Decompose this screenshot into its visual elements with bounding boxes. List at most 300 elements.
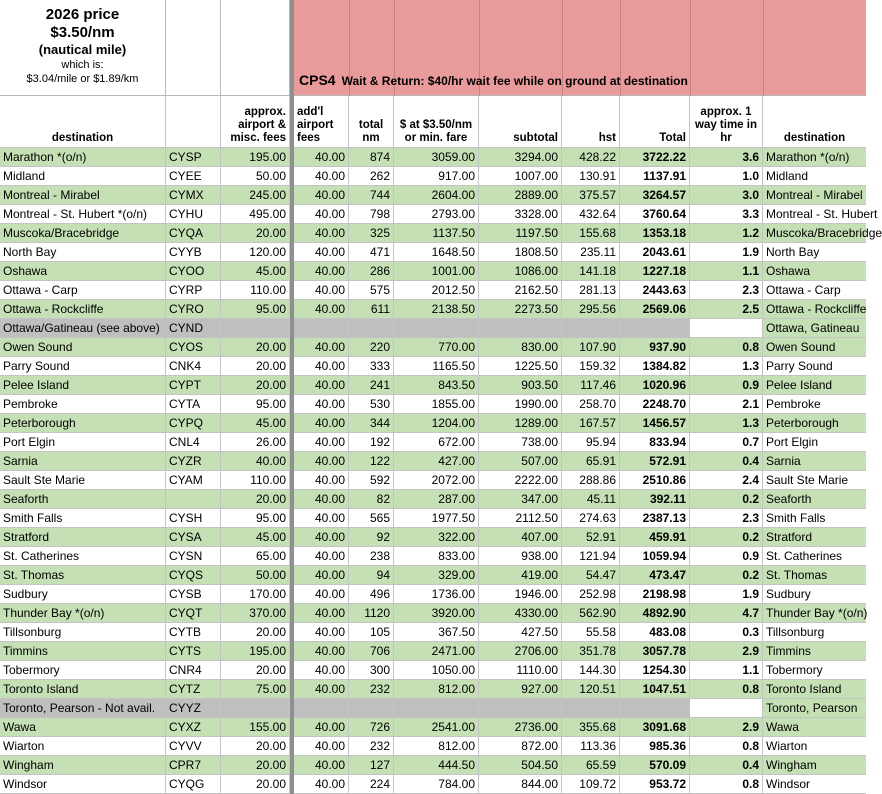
- cell-addl-fees[interactable]: 40.00: [294, 775, 349, 794]
- cell-time[interactable]: 0.2: [690, 528, 763, 547]
- cell-time[interactable]: 2.4: [690, 471, 763, 490]
- cell-total[interactable]: 570.09: [620, 756, 690, 775]
- cell-hst[interactable]: 45.11: [562, 490, 620, 509]
- cell-time[interactable]: 0.9: [690, 547, 763, 566]
- cell-total[interactable]: 1020.96: [620, 376, 690, 395]
- cell-airport-fees[interactable]: 155.00: [221, 718, 290, 737]
- cell-subtotal[interactable]: 1990.00: [479, 395, 562, 414]
- cell-at-rate[interactable]: 1204.00: [394, 414, 479, 433]
- cell-total[interactable]: 473.47: [620, 566, 690, 585]
- cell-time[interactable]: 0.2: [690, 566, 763, 585]
- cell-total[interactable]: 985.36: [620, 737, 690, 756]
- cell-hst[interactable]: 52.91: [562, 528, 620, 547]
- header-total-nm[interactable]: total nm: [349, 96, 394, 148]
- cell-destination-2[interactable]: Seaforth: [763, 490, 866, 509]
- cell-airport-fees[interactable]: 110.00: [221, 281, 290, 300]
- cell-destination-2[interactable]: Marathon *(o/n): [763, 148, 866, 167]
- top-blank-cell[interactable]: [221, 0, 290, 96]
- cell-addl-fees[interactable]: 40.00: [294, 148, 349, 167]
- cell-at-rate[interactable]: 3920.00: [394, 604, 479, 623]
- cell-at-rate[interactable]: [394, 699, 479, 718]
- cell-time[interactable]: 1.2: [690, 224, 763, 243]
- cell-addl-fees[interactable]: 40.00: [294, 680, 349, 699]
- cell-total-nm[interactable]: 798: [349, 205, 394, 224]
- header-addl-fees[interactable]: add'l airport fees: [294, 96, 349, 148]
- cell-time[interactable]: 3.6: [690, 148, 763, 167]
- cell-time[interactable]: 2.1: [690, 395, 763, 414]
- cell-destination[interactable]: Windsor: [0, 775, 166, 794]
- cell-time[interactable]: 0.4: [690, 452, 763, 471]
- cell-time[interactable]: 0.2: [690, 490, 763, 509]
- cell-airport-fees[interactable]: 195.00: [221, 642, 290, 661]
- cell-airport-fees[interactable]: 20.00: [221, 756, 290, 775]
- cell-total[interactable]: 572.91: [620, 452, 690, 471]
- cell-hst[interactable]: 432.64: [562, 205, 620, 224]
- cell-at-rate[interactable]: 1855.00: [394, 395, 479, 414]
- cell-code[interactable]: CYMX: [166, 186, 221, 205]
- cell-airport-fees[interactable]: 65.00: [221, 547, 290, 566]
- cell-addl-fees[interactable]: 40.00: [294, 471, 349, 490]
- cell-addl-fees[interactable]: 40.00: [294, 452, 349, 471]
- cell-total[interactable]: 953.72: [620, 775, 690, 794]
- cell-time[interactable]: 1.9: [690, 585, 763, 604]
- cell-total-nm[interactable]: 82: [349, 490, 394, 509]
- cell-hst[interactable]: 141.18: [562, 262, 620, 281]
- cell-addl-fees[interactable]: 40.00: [294, 243, 349, 262]
- cell-destination-2[interactable]: Timmins: [763, 642, 866, 661]
- cell-hst[interactable]: 121.94: [562, 547, 620, 566]
- cell-total-nm[interactable]: 726: [349, 718, 394, 737]
- cell-total[interactable]: 3722.22: [620, 148, 690, 167]
- cell-code[interactable]: CYQG: [166, 775, 221, 794]
- cell-hst[interactable]: 95.94: [562, 433, 620, 452]
- cell-hst[interactable]: 167.57: [562, 414, 620, 433]
- cell-total-nm[interactable]: 333: [349, 357, 394, 376]
- cell-destination-2[interactable]: Montreal - Mirabel: [763, 186, 866, 205]
- cell-time[interactable]: 3.3: [690, 205, 763, 224]
- cell-time[interactable]: [690, 319, 763, 338]
- cell-code[interactable]: CNR4: [166, 661, 221, 680]
- cell-hst[interactable]: 155.68: [562, 224, 620, 243]
- cell-destination[interactable]: Port Elgin: [0, 433, 166, 452]
- cell-at-rate[interactable]: 1050.00: [394, 661, 479, 680]
- cell-total-nm[interactable]: 105: [349, 623, 394, 642]
- cell-destination-2[interactable]: Stratford: [763, 528, 866, 547]
- cell-airport-fees[interactable]: 45.00: [221, 414, 290, 433]
- cell-total[interactable]: 483.08: [620, 623, 690, 642]
- cell-code[interactable]: CYQT: [166, 604, 221, 623]
- cell-airport-fees[interactable]: 20.00: [221, 376, 290, 395]
- cell-airport-fees[interactable]: 50.00: [221, 167, 290, 186]
- cell-destination-2[interactable]: Peterborough: [763, 414, 866, 433]
- cell-destination[interactable]: Sarnia: [0, 452, 166, 471]
- cell-hst[interactable]: 107.90: [562, 338, 620, 357]
- cell-code[interactable]: CYEE: [166, 167, 221, 186]
- cell-subtotal[interactable]: 3328.00: [479, 205, 562, 224]
- cell-at-rate[interactable]: [394, 319, 479, 338]
- cell-subtotal[interactable]: 3294.00: [479, 148, 562, 167]
- header-destination[interactable]: destination: [0, 96, 166, 148]
- cell-code[interactable]: CYTA: [166, 395, 221, 414]
- cell-at-rate[interactable]: 2072.00: [394, 471, 479, 490]
- cell-time[interactable]: 1.1: [690, 661, 763, 680]
- cell-total-nm[interactable]: 286: [349, 262, 394, 281]
- cell-addl-fees[interactable]: 40.00: [294, 414, 349, 433]
- cell-addl-fees[interactable]: [294, 319, 349, 338]
- cell-code[interactable]: CYPT: [166, 376, 221, 395]
- cell-total-nm[interactable]: 344: [349, 414, 394, 433]
- cell-airport-fees[interactable]: 20.00: [221, 224, 290, 243]
- cell-destination[interactable]: Tobermory: [0, 661, 166, 680]
- cell-destination[interactable]: North Bay: [0, 243, 166, 262]
- cell-addl-fees[interactable]: 40.00: [294, 718, 349, 737]
- cell-total-nm[interactable]: 232: [349, 680, 394, 699]
- cell-destination[interactable]: Wawa: [0, 718, 166, 737]
- cell-code[interactable]: CYTZ: [166, 680, 221, 699]
- cell-hst[interactable]: 375.57: [562, 186, 620, 205]
- cell-airport-fees[interactable]: 95.00: [221, 395, 290, 414]
- cell-destination[interactable]: Oshawa: [0, 262, 166, 281]
- cell-airport-fees[interactable]: 120.00: [221, 243, 290, 262]
- cell-destination[interactable]: Wingham: [0, 756, 166, 775]
- cell-total[interactable]: 2198.98: [620, 585, 690, 604]
- cell-airport-fees[interactable]: 245.00: [221, 186, 290, 205]
- cell-subtotal[interactable]: 1808.50: [479, 243, 562, 262]
- cell-total-nm[interactable]: 1120: [349, 604, 394, 623]
- cell-subtotal[interactable]: 903.50: [479, 376, 562, 395]
- cell-hst[interactable]: 274.63: [562, 509, 620, 528]
- cell-total[interactable]: 3760.64: [620, 205, 690, 224]
- cell-destination[interactable]: Pelee Island: [0, 376, 166, 395]
- cell-destination-2[interactable]: Toronto Island: [763, 680, 866, 699]
- cell-time[interactable]: 2.5: [690, 300, 763, 319]
- cell-total[interactable]: 1456.57: [620, 414, 690, 433]
- cell-time[interactable]: 2.9: [690, 718, 763, 737]
- cell-total[interactable]: 3091.68: [620, 718, 690, 737]
- cell-subtotal[interactable]: 1946.00: [479, 585, 562, 604]
- cell-total-nm[interactable]: 224: [349, 775, 394, 794]
- cell-total-nm[interactable]: 192: [349, 433, 394, 452]
- cell-code[interactable]: CYRO: [166, 300, 221, 319]
- cell-subtotal[interactable]: 507.00: [479, 452, 562, 471]
- cell-total[interactable]: 2510.86: [620, 471, 690, 490]
- cell-total-nm[interactable]: 94: [349, 566, 394, 585]
- cell-addl-fees[interactable]: 40.00: [294, 566, 349, 585]
- cell-hst[interactable]: 562.90: [562, 604, 620, 623]
- cell-code[interactable]: CYOO: [166, 262, 221, 281]
- cell-addl-fees[interactable]: 40.00: [294, 737, 349, 756]
- header-at-rate[interactable]: $ at $3.50/nm or min. fare: [394, 96, 479, 148]
- cell-at-rate[interactable]: 2138.50: [394, 300, 479, 319]
- cell-hst[interactable]: 235.11: [562, 243, 620, 262]
- cell-total[interactable]: 937.90: [620, 338, 690, 357]
- cell-time[interactable]: 1.3: [690, 357, 763, 376]
- cell-addl-fees[interactable]: 40.00: [294, 623, 349, 642]
- cell-total[interactable]: 1047.51: [620, 680, 690, 699]
- cell-code[interactable]: CYOS: [166, 338, 221, 357]
- cell-code[interactable]: CYRP: [166, 281, 221, 300]
- cell-code[interactable]: CNL4: [166, 433, 221, 452]
- cell-subtotal[interactable]: 738.00: [479, 433, 562, 452]
- cell-destination[interactable]: Ottawa - Carp: [0, 281, 166, 300]
- cell-airport-fees[interactable]: 95.00: [221, 300, 290, 319]
- cell-addl-fees[interactable]: 40.00: [294, 509, 349, 528]
- cell-addl-fees[interactable]: 40.00: [294, 547, 349, 566]
- cell-hst[interactable]: 65.59: [562, 756, 620, 775]
- cell-total-nm[interactable]: 238: [349, 547, 394, 566]
- cell-subtotal[interactable]: 2273.50: [479, 300, 562, 319]
- cell-time[interactable]: 2.3: [690, 281, 763, 300]
- cell-total-nm[interactable]: 565: [349, 509, 394, 528]
- cell-total[interactable]: 1227.18: [620, 262, 690, 281]
- cell-destination-2[interactable]: Toronto, Pearson: [763, 699, 866, 718]
- cell-hst[interactable]: 288.86: [562, 471, 620, 490]
- cell-total[interactable]: 392.11: [620, 490, 690, 509]
- cell-destination-2[interactable]: Thunder Bay *(o/n): [763, 604, 866, 623]
- cell-destination[interactable]: Wiarton: [0, 737, 166, 756]
- cell-subtotal[interactable]: 2112.50: [479, 509, 562, 528]
- cell-code[interactable]: CYYZ: [166, 699, 221, 718]
- cell-airport-fees[interactable]: 45.00: [221, 528, 290, 547]
- cell-total-nm[interactable]: 127: [349, 756, 394, 775]
- cell-total[interactable]: 2569.06: [620, 300, 690, 319]
- cell-hst[interactable]: 144.30: [562, 661, 620, 680]
- cell-hst[interactable]: [562, 319, 620, 338]
- cell-code[interactable]: CYSB: [166, 585, 221, 604]
- cell-time[interactable]: 0.8: [690, 680, 763, 699]
- cell-destination[interactable]: Pembroke: [0, 395, 166, 414]
- cell-total[interactable]: 3057.78: [620, 642, 690, 661]
- cell-destination[interactable]: Sudbury: [0, 585, 166, 604]
- cell-destination-2[interactable]: Montreal - St. Hubert: [763, 205, 866, 224]
- cell-airport-fees[interactable]: 110.00: [221, 471, 290, 490]
- cell-destination-2[interactable]: North Bay: [763, 243, 866, 262]
- cell-time[interactable]: 1.9: [690, 243, 763, 262]
- header-time[interactable]: approx. 1 way time in hr: [690, 96, 763, 148]
- price-box[interactable]: [0, 0, 166, 96]
- cell-addl-fees[interactable]: 40.00: [294, 395, 349, 414]
- cell-destination-2[interactable]: Wingham: [763, 756, 866, 775]
- cell-subtotal[interactable]: 844.00: [479, 775, 562, 794]
- cell-subtotal[interactable]: 2162.50: [479, 281, 562, 300]
- cell-code[interactable]: CYQS: [166, 566, 221, 585]
- cell-subtotal[interactable]: 2889.00: [479, 186, 562, 205]
- cell-at-rate[interactable]: 1137.50: [394, 224, 479, 243]
- cell-code[interactable]: CYHU: [166, 205, 221, 224]
- cell-code[interactable]: CYVV: [166, 737, 221, 756]
- cell-destination-2[interactable]: St. Thomas: [763, 566, 866, 585]
- cell-hst[interactable]: 130.91: [562, 167, 620, 186]
- cell-hst[interactable]: 65.91: [562, 452, 620, 471]
- cell-airport-fees[interactable]: 170.00: [221, 585, 290, 604]
- cell-destination-2[interactable]: Muscoka/Bracebridge: [763, 224, 866, 243]
- cell-airport-fees[interactable]: 20.00: [221, 623, 290, 642]
- cell-hst[interactable]: 281.13: [562, 281, 620, 300]
- cell-destination-2[interactable]: Sault Ste Marie: [763, 471, 866, 490]
- cell-at-rate[interactable]: 917.00: [394, 167, 479, 186]
- cell-hst[interactable]: 54.47: [562, 566, 620, 585]
- cell-at-rate[interactable]: 322.00: [394, 528, 479, 547]
- cell-total[interactable]: 1254.30: [620, 661, 690, 680]
- cell-subtotal[interactable]: 830.00: [479, 338, 562, 357]
- cell-airport-fees[interactable]: 20.00: [221, 357, 290, 376]
- cell-destination-2[interactable]: Pembroke: [763, 395, 866, 414]
- cell-time[interactable]: 0.8: [690, 737, 763, 756]
- cell-destination[interactable]: Marathon *(o/n): [0, 148, 166, 167]
- cell-time[interactable]: 0.4: [690, 756, 763, 775]
- cell-time[interactable]: 0.9: [690, 376, 763, 395]
- cell-destination[interactable]: Midland: [0, 167, 166, 186]
- cell-total-nm[interactable]: [349, 319, 394, 338]
- cell-at-rate[interactable]: 770.00: [394, 338, 479, 357]
- cell-hst[interactable]: 295.56: [562, 300, 620, 319]
- cell-subtotal[interactable]: 1086.00: [479, 262, 562, 281]
- cell-total[interactable]: [620, 319, 690, 338]
- cell-destination[interactable]: Montreal - St. Hubert *(o/n): [0, 205, 166, 224]
- cell-destination-2[interactable]: Wiarton: [763, 737, 866, 756]
- cell-destination-2[interactable]: St. Catherines: [763, 547, 866, 566]
- cell-destination[interactable]: Thunder Bay *(o/n): [0, 604, 166, 623]
- cell-destination[interactable]: Stratford: [0, 528, 166, 547]
- cell-airport-fees[interactable]: [221, 319, 290, 338]
- cell-at-rate[interactable]: 833.00: [394, 547, 479, 566]
- cell-total-nm[interactable]: 874: [349, 148, 394, 167]
- cell-destination-2[interactable]: Ottawa, Gatineau: [763, 319, 866, 338]
- cell-code[interactable]: CNK4: [166, 357, 221, 376]
- cell-total[interactable]: 2248.70: [620, 395, 690, 414]
- cell-subtotal[interactable]: 872.00: [479, 737, 562, 756]
- cell-code[interactable]: CYSH: [166, 509, 221, 528]
- cell-code[interactable]: CYSA: [166, 528, 221, 547]
- cell-code[interactable]: CYSP: [166, 148, 221, 167]
- cell-addl-fees[interactable]: 40.00: [294, 281, 349, 300]
- cell-time[interactable]: [690, 699, 763, 718]
- cell-destination-2[interactable]: Tobermory: [763, 661, 866, 680]
- cell-subtotal[interactable]: 1197.50: [479, 224, 562, 243]
- cell-destination[interactable]: Toronto, Pearson - Not avail.: [0, 699, 166, 718]
- cell-at-rate[interactable]: 843.50: [394, 376, 479, 395]
- cell-at-rate[interactable]: 1736.00: [394, 585, 479, 604]
- cell-destination-2[interactable]: Ottawa - Carp: [763, 281, 866, 300]
- cell-destination-2[interactable]: Owen Sound: [763, 338, 866, 357]
- cell-subtotal[interactable]: 419.00: [479, 566, 562, 585]
- cell-code[interactable]: CYPQ: [166, 414, 221, 433]
- cell-destination[interactable]: Tillsonburg: [0, 623, 166, 642]
- cell-airport-fees[interactable]: 20.00: [221, 490, 290, 509]
- cell-at-rate[interactable]: 1001.00: [394, 262, 479, 281]
- cell-destination[interactable]: St. Thomas: [0, 566, 166, 585]
- cell-total-nm[interactable]: 744: [349, 186, 394, 205]
- cell-total[interactable]: 3264.57: [620, 186, 690, 205]
- cell-hst[interactable]: 113.36: [562, 737, 620, 756]
- cell-time[interactable]: 0.8: [690, 338, 763, 357]
- cell-addl-fees[interactable]: 40.00: [294, 224, 349, 243]
- cell-total-nm[interactable]: [349, 699, 394, 718]
- cell-addl-fees[interactable]: 40.00: [294, 756, 349, 775]
- cell-total[interactable]: [620, 699, 690, 718]
- cell-at-rate[interactable]: 444.50: [394, 756, 479, 775]
- cell-time[interactable]: 1.3: [690, 414, 763, 433]
- cell-subtotal[interactable]: 927.00: [479, 680, 562, 699]
- cell-at-rate[interactable]: 329.00: [394, 566, 479, 585]
- cell-total[interactable]: 2387.13: [620, 509, 690, 528]
- cell-at-rate[interactable]: 2793.00: [394, 205, 479, 224]
- cell-destination[interactable]: Sault Ste Marie: [0, 471, 166, 490]
- cell-code[interactable]: CYND: [166, 319, 221, 338]
- cell-destination[interactable]: Montreal - Mirabel: [0, 186, 166, 205]
- cell-destination[interactable]: Timmins: [0, 642, 166, 661]
- cell-code[interactable]: CYQA: [166, 224, 221, 243]
- cell-hst[interactable]: 120.51: [562, 680, 620, 699]
- cell-total-nm[interactable]: 220: [349, 338, 394, 357]
- cell-total-nm[interactable]: 122: [349, 452, 394, 471]
- cell-hst[interactable]: 117.46: [562, 376, 620, 395]
- cell-airport-fees[interactable]: 370.00: [221, 604, 290, 623]
- cell-destination-2[interactable]: Midland: [763, 167, 866, 186]
- header-total[interactable]: Total: [620, 96, 690, 148]
- cell-airport-fees[interactable]: 20.00: [221, 661, 290, 680]
- cell-subtotal[interactable]: 2222.00: [479, 471, 562, 490]
- cell-addl-fees[interactable]: 40.00: [294, 167, 349, 186]
- header-subtotal[interactable]: subtotal: [479, 96, 562, 148]
- cell-hst[interactable]: 355.68: [562, 718, 620, 737]
- cell-total[interactable]: 1137.91: [620, 167, 690, 186]
- cell-time[interactable]: 1.1: [690, 262, 763, 281]
- cell-addl-fees[interactable]: [294, 699, 349, 718]
- cell-addl-fees[interactable]: 40.00: [294, 528, 349, 547]
- cell-total[interactable]: 2443.63: [620, 281, 690, 300]
- cell-code[interactable]: CYZR: [166, 452, 221, 471]
- cell-total-nm[interactable]: 471: [349, 243, 394, 262]
- cell-airport-fees[interactable]: 45.00: [221, 262, 290, 281]
- cell-time[interactable]: 4.7: [690, 604, 763, 623]
- cell-destination[interactable]: Peterborough: [0, 414, 166, 433]
- cell-time[interactable]: 2.3: [690, 509, 763, 528]
- cell-destination[interactable]: Owen Sound: [0, 338, 166, 357]
- cell-at-rate[interactable]: 2471.00: [394, 642, 479, 661]
- cell-time[interactable]: 2.9: [690, 642, 763, 661]
- cell-time[interactable]: 1.0: [690, 167, 763, 186]
- cell-hst[interactable]: 55.58: [562, 623, 620, 642]
- cell-subtotal[interactable]: 504.50: [479, 756, 562, 775]
- cell-code[interactable]: [166, 490, 221, 509]
- cell-destination[interactable]: Muscoka/Bracebridge: [0, 224, 166, 243]
- cell-destination[interactable]: Seaforth: [0, 490, 166, 509]
- cell-airport-fees[interactable]: 26.00: [221, 433, 290, 452]
- cell-subtotal[interactable]: 1225.50: [479, 357, 562, 376]
- cell-at-rate[interactable]: 2012.50: [394, 281, 479, 300]
- cell-at-rate[interactable]: 1977.50: [394, 509, 479, 528]
- cell-total[interactable]: 1353.18: [620, 224, 690, 243]
- cell-addl-fees[interactable]: 40.00: [294, 357, 349, 376]
- cell-subtotal[interactable]: 1110.00: [479, 661, 562, 680]
- cell-subtotal[interactable]: [479, 319, 562, 338]
- cell-total[interactable]: 2043.61: [620, 243, 690, 262]
- cell-at-rate[interactable]: 3059.00: [394, 148, 479, 167]
- cell-total-nm[interactable]: 575: [349, 281, 394, 300]
- cell-addl-fees[interactable]: 40.00: [294, 262, 349, 281]
- cell-subtotal[interactable]: 938.00: [479, 547, 562, 566]
- cell-hst[interactable]: 351.78: [562, 642, 620, 661]
- cell-destination[interactable]: Toronto Island: [0, 680, 166, 699]
- cell-subtotal[interactable]: 347.00: [479, 490, 562, 509]
- header-hst[interactable]: hst: [562, 96, 620, 148]
- cell-destination[interactable]: Ottawa/Gatineau (see above): [0, 319, 166, 338]
- cell-destination-2[interactable]: Smith Falls: [763, 509, 866, 528]
- wait-return-banner[interactable]: [294, 0, 866, 96]
- cell-at-rate[interactable]: 672.00: [394, 433, 479, 452]
- cell-subtotal[interactable]: 1007.00: [479, 167, 562, 186]
